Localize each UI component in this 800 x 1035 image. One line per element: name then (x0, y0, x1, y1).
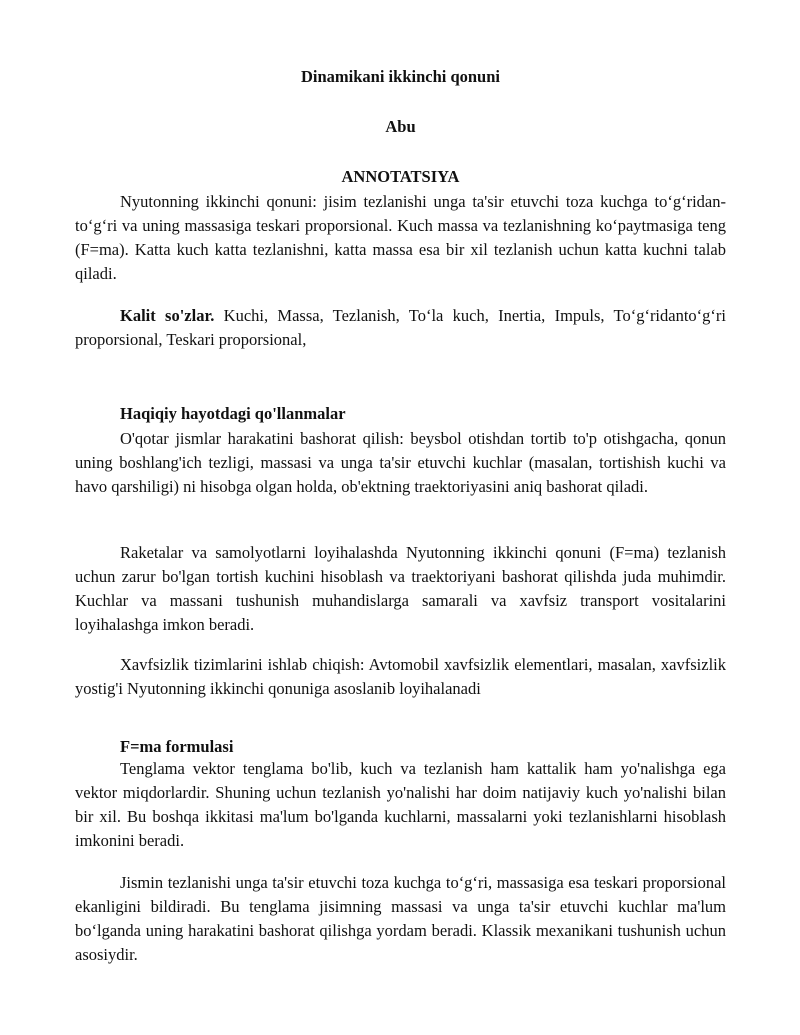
keywords-text: Kuchi, Massa, Tezlanish, To‘la kuch, Inertia, Impuls, To‘g‘ridanto‘g‘ri proporsional, Teskari proporsional, (75, 306, 726, 349)
applications-paragraph-2: Raketalar va samolyotlarni loyihalashda Nyutonning ikkinchi qonuni (F=ma) tezlanish uchun zarur bo'lgan tortish kuchini hisoblash va traektoriyani bashorat qilishda juda muhimdir. Kuchlar va massani tushunish muhandislarga samarali va xavfsiz transport vositalarini loyihalashga imkon beradi. (75, 543, 726, 634)
applications-paragraph-1: O'qotar jismlar harakatini bashorat qilish: beysbol otishdan tortib to'p otishgacha, qonun uning boshlang'ich tezligi, massasi va unga ta'sir etuvchi kuchlar (masalan, tortishish kuchi va havo qarshiligi) ni hisobga olgan holda, ob'ektning traektoriyasini aniq bashorat qiladi. (75, 429, 726, 496)
paper-title: Dinamikani ikkinchi qonuni (300, 67, 500, 86)
applications-paragraph-3: Xavfsizlik tizimlarini ishlab chiqish: Avtomobil xavfsizlik elementlari, masalan, xavfsizlik yostig'i Nyutonning ikkinchi qonuniga asoslanib loyihalanadi (75, 655, 726, 698)
formula-paragraph-2: Jismin tezlanishi unga ta'sir etuvchi toza kuchga to‘g‘ri, massasiga esa teskari proporsional ekanligini bildiradi. Bu tenglama jisimning massasi va unga ta'sir etuvchi kuchlar ma'lum bo‘lganda uning harakatini bashorat qilishga yordam beradi. Klassik mexanikani tushunish uchun asosiydir. (75, 873, 726, 964)
section-heading-applications: Haqiqiy hayotdagi qo'llanmalar (120, 404, 346, 423)
section-heading-formula: F=ma formulasi (120, 737, 234, 756)
paper-author: Abu (385, 117, 416, 136)
abstract-text: Nyutonning ikkinchi qonuni: jisim tezlanishi unga ta'sir etuvchi toza kuchga to‘g‘ridan-to‘g‘ri va uning massasiga teskari proporsional. Kuch massa va tezlanishning ko‘paytmasiga teng (F=ma). Katta kuch katta tezlanishni, katta massa esa bir xil tezlanish uchun katta kuchni talab qiladi. (75, 192, 726, 283)
abstract-heading: ANNOTATSIYA (341, 167, 460, 186)
keywords-paragraph (75, 304, 726, 352)
keywords-label: Kalit so'zlar. (120, 306, 215, 325)
formula-paragraph-1: Tenglama vektor tenglama bo'lib, kuch va tezlanish ham kattalik ham yo'nalishga ega vektor miqdorlardir. Shuning uchun tezlanish yo'nalishi har doim natijaviy kuch yo'nalishi bilan bir xil. Bu boshqa ikkitasi ma'lum bo'lganda kuchlarni, massalarni yoki tezlanishlarni hisoblash imkonini beradi. (75, 759, 726, 850)
